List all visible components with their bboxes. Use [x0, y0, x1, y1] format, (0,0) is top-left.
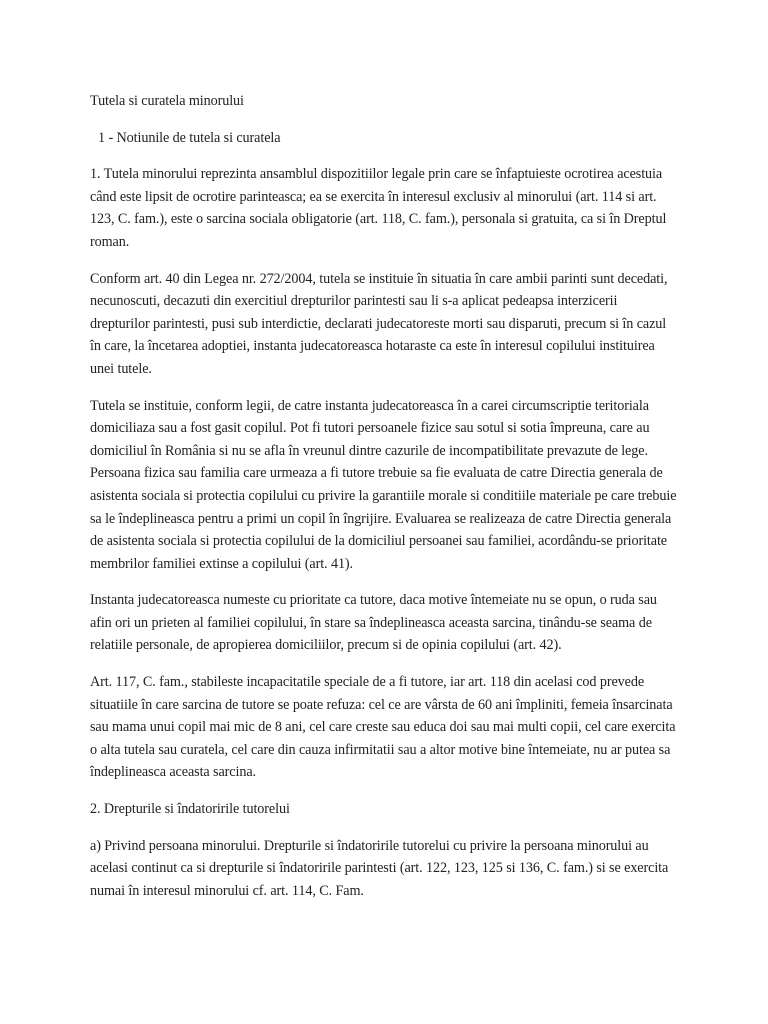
paragraph-2: Conform art. 40 din Legea nr. 272/2004, tutela se instituie în situatia în care ambii parinti sunt decedati, necunoscuti, decazuti din exercitiul drepturilor parintesti sau li s-a aplicat pedeapsa interzicerii drepturilor parintesti, pusi sub interdictie, declarati judecatoreste morti sau disparuti, precum si în cazul în care, la încetarea adoptiei, instanta judecatoreasca hotaraste ca este în interesul copilului instituirea unei tutele. — [90, 270, 668, 377]
paragraph-5: Art. 117, C. fam., stabileste incapacitatile speciale de a fi tutore, iar art. 118 din acelasi cod prevede situatiile în care sarcina de tutore se poate refuza: cel ce are vârsta de 60 ani împliniti, femeia însarcinata sau mama unui copil mai mic de 8 ani, cel care creste sau educa doi sau mai multi copii, cel care exercita o alta tutela sau curatela, cel care din cauza infirmitatii sau a altor motive bine întemeiate, nu ar putea sa îndeplineasca aceasta sarcina. — [90, 674, 676, 781]
section-heading: 1 - Notiunile de tutela si curatela — [98, 129, 281, 146]
paragraph-3: Tutela se instituie, conform legii, de catre instanta judecatoreasca în a carei circumscriptie teritoriala domiciliaza sau a fost gasit copilul. Pot fi tutori persoanele fizice sau sotul si sotia împreuna, care au domiciliul în România si nu se afla în vreunul dintre cazurile de incompatibilitate prevazute de lege. Persoana fizica sau familia care urmeaza a fi tutore trebuie sa fie evaluata de catre Directia generala de asistenta sociala si protectia copilului cu privire la garantiile morale si conditiile materiale pe care trebuie sa le îndeplineasca pentru a primi un copil în îngrijire. Evaluarea se realizeaza de catre Directia generala de asistenta sociala si protectia copilului de la domiciliul persoanei sau familiei, acordându-se prioritate membrilor familiei extinse a copilului (art. 41). — [90, 397, 677, 572]
document-title: Tutela si curatela minorului — [90, 93, 244, 109]
document-page — [90, 90, 678, 916]
paragraph-4: Instanta judecatoreasca numeste cu prioritate ca tutore, daca motive întemeiate nu se opun, o ruda sau afin ori un prieten al familiei copilului, în stare sa îndeplineasca aceasta sarcina, tinându-se seama de relatiile personale, de apropierea domiciliilor, precum si de opinia copilului (art. 42). — [90, 592, 657, 654]
paragraph-6: a) Privind persoana minorului. Drepturile si îndatoririle tutorelui cu privire la persoana minorului au acelasi continut ca si drepturile si îndatoririle parintesti (art. 122, 123, 125 si 136, C. fam.) si se exercita numai în interesul minorului cf. art. 114, C. Fam. — [90, 837, 669, 899]
subheading: 2. Drepturile si îndatoririle tutorelui — [90, 801, 290, 818]
paragraph-1: 1. Tutela minorului reprezinta ansamblul dispozitiilor legale prin care se înfaptuieste ocrotirea acestuia când este lipsit de ocrotire parinteasca; ea se exercita în interesul exclusiv al minorului (art. 114 si art. 123, C. fam.), este o sarcina sociala obligatorie (art. 118, C. fam.), personala si gratuita, ca si în Dreptul roman. — [90, 166, 667, 250]
